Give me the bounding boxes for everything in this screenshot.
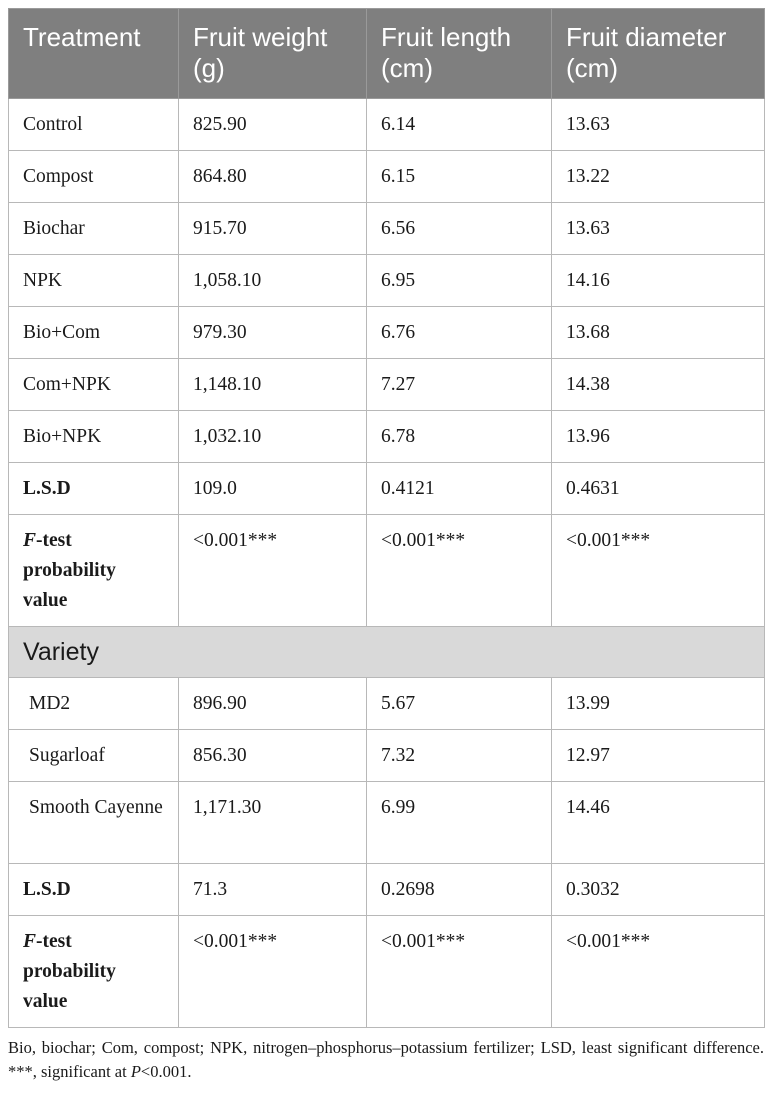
cell-weight: 1,032.10 <box>179 411 367 463</box>
cell-length: 0.2698 <box>367 864 552 916</box>
table-row <box>9 99 765 151</box>
row-label: Sugarloaf <box>9 730 179 782</box>
cell-length: 6.99 <box>367 782 552 864</box>
cell-weight: 1,171.30 <box>179 782 367 864</box>
cell-length: <0.001*** <box>367 916 552 1028</box>
row-label: Com+NPK <box>9 359 179 411</box>
header-fruit-weight: Fruit weight (g) <box>179 9 367 99</box>
cell-weight: 1,148.10 <box>179 359 367 411</box>
table-row <box>9 359 765 411</box>
cell-weight: 979.30 <box>179 307 367 359</box>
cell-weight: 825.90 <box>179 99 367 151</box>
cell-length: 6.78 <box>367 411 552 463</box>
cell-length: 5.67 <box>367 678 552 730</box>
table-row <box>9 255 765 307</box>
cell-length: <0.001*** <box>367 515 552 627</box>
cell-diameter: 13.96 <box>552 411 765 463</box>
cell-diameter: 13.22 <box>552 151 765 203</box>
ftest-label-italic: F <box>23 931 37 952</box>
table-row <box>9 411 765 463</box>
header-fruit-diameter: Fruit diameter (cm) <box>552 9 765 99</box>
cell-diameter: 14.16 <box>552 255 765 307</box>
row-label: Control <box>9 99 179 151</box>
ftest-label <box>9 515 179 627</box>
cell-length: 7.32 <box>367 730 552 782</box>
ftest-label-rest: -test probability value <box>23 931 116 1012</box>
cell-weight: 1,058.10 <box>179 255 367 307</box>
ftest-row <box>9 515 765 627</box>
footnote-italic-p: P <box>130 1062 141 1081</box>
row-label: Compost <box>9 151 179 203</box>
table-row <box>9 730 765 782</box>
lsd-row <box>9 864 765 916</box>
cell-diameter: 13.63 <box>552 203 765 255</box>
cell-diameter: 14.38 <box>552 359 765 411</box>
row-label: Bio+NPK <box>9 411 179 463</box>
cell-diameter: 12.97 <box>552 730 765 782</box>
table-row <box>9 151 765 203</box>
cell-length: 6.15 <box>367 151 552 203</box>
cell-weight: <0.001*** <box>179 515 367 627</box>
cell-length: 6.95 <box>367 255 552 307</box>
ftest-label-rest: -test probability value <box>23 530 116 611</box>
row-label: Smooth Cayenne <box>9 782 179 864</box>
results-table-wrapper <box>8 8 764 1028</box>
ftest-row <box>9 916 765 1028</box>
section-label: Variety <box>9 627 765 678</box>
section-row-variety <box>9 627 765 678</box>
ftest-label-italic: F <box>23 530 37 551</box>
cell-diameter: 13.63 <box>552 99 765 151</box>
row-label: MD2 <box>9 678 179 730</box>
row-label: NPK <box>9 255 179 307</box>
cell-length: 6.56 <box>367 203 552 255</box>
cell-weight: 856.30 <box>179 730 367 782</box>
ftest-label <box>9 916 179 1028</box>
results-table <box>8 8 765 1028</box>
table-footnote <box>8 1036 769 1084</box>
cell-weight: 864.80 <box>179 151 367 203</box>
cell-length: 7.27 <box>367 359 552 411</box>
cell-length: 6.76 <box>367 307 552 359</box>
lsd-row <box>9 463 765 515</box>
lsd-label: L.S.D <box>9 864 179 916</box>
cell-diameter: 0.3032 <box>552 864 765 916</box>
header-treatment: Treatment <box>9 9 179 99</box>
footnote-text-end: <0.001. <box>140 1062 192 1081</box>
cell-diameter: 13.99 <box>552 678 765 730</box>
cell-length: 0.4121 <box>367 463 552 515</box>
cell-weight: 896.90 <box>179 678 367 730</box>
cell-diameter: <0.001*** <box>552 916 765 1028</box>
cell-weight: 71.3 <box>179 864 367 916</box>
table-row <box>9 678 765 730</box>
lsd-label: L.S.D <box>9 463 179 515</box>
cell-diameter: 14.46 <box>552 782 765 864</box>
cell-diameter: 0.4631 <box>552 463 765 515</box>
cell-weight: <0.001*** <box>179 916 367 1028</box>
table-row <box>9 307 765 359</box>
footnote-text: Bio, biochar; Com, compost; NPK, nitrogen–phosphorus–potassium fertilizer; LSD, least significant difference. ***, significant at <box>8 1038 769 1081</box>
cell-weight: 915.70 <box>179 203 367 255</box>
cell-weight: 109.0 <box>179 463 367 515</box>
table-row <box>9 782 765 864</box>
header-row <box>9 9 765 99</box>
cell-diameter: <0.001*** <box>552 515 765 627</box>
row-label: Biochar <box>9 203 179 255</box>
cell-length: 6.14 <box>367 99 552 151</box>
table-row <box>9 203 765 255</box>
cell-diameter: 13.68 <box>552 307 765 359</box>
header-fruit-length: Fruit length (cm) <box>367 9 552 99</box>
row-label: Bio+Com <box>9 307 179 359</box>
